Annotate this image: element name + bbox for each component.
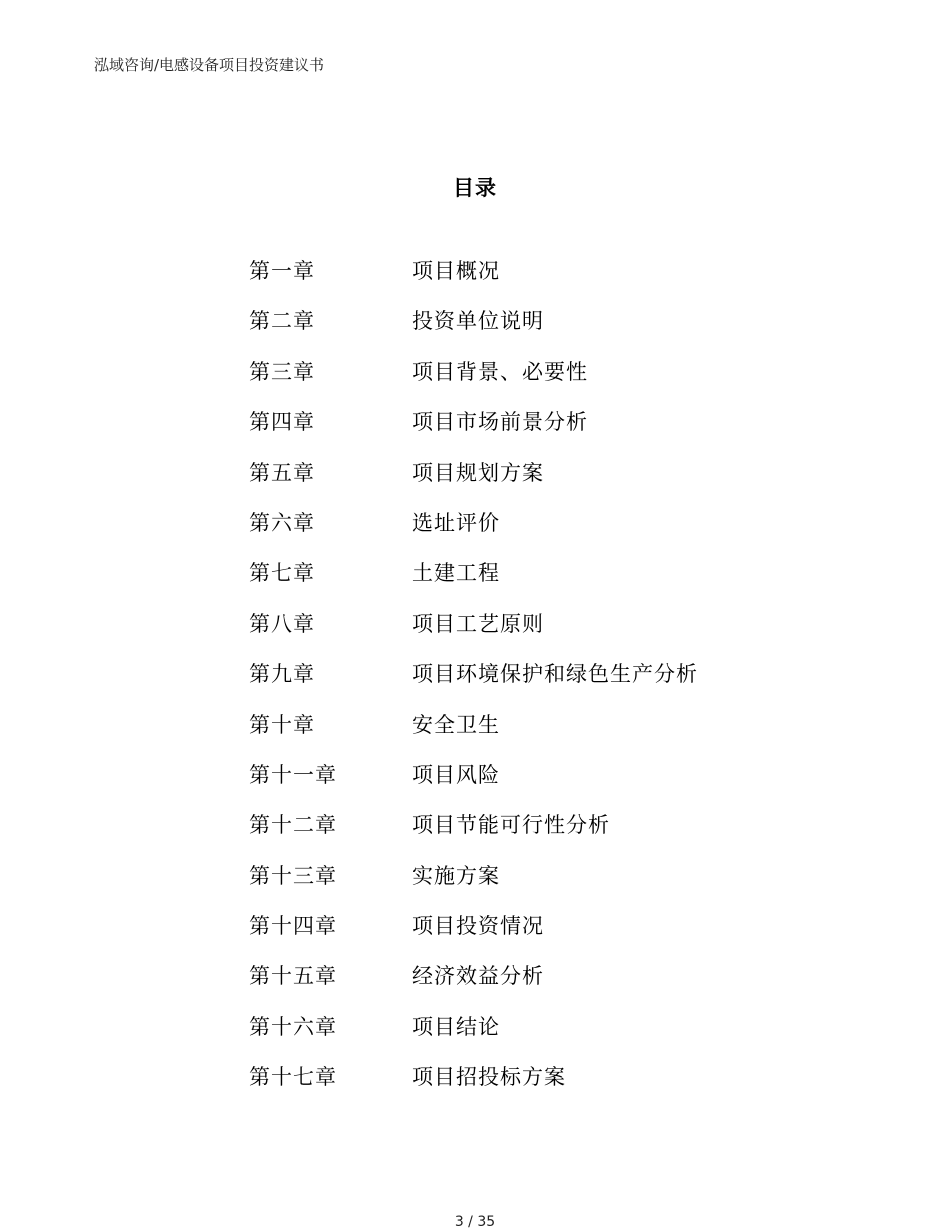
toc-chapter-title: 项目背景、必要性 [412, 359, 588, 384]
toc-chapter-number: 第四章 [249, 410, 315, 435]
toc-chapter-number: 第十二章 [249, 813, 337, 838]
table-of-contents [249, 256, 698, 1113]
toc-entry[interactable] [249, 256, 698, 306]
toc-chapter-title: 项目概况 [412, 259, 500, 283]
toc-chapter-number: 第十三章 [249, 863, 337, 888]
toc-chapter-title: 安全卫生 [412, 712, 500, 737]
toc-entry[interactable] [249, 710, 698, 760]
toc-entry[interactable] [249, 1062, 698, 1112]
toc-chapter-number: 第七章 [249, 561, 315, 586]
toc-entry[interactable] [249, 357, 698, 407]
toc-entry[interactable] [249, 1012, 698, 1062]
page-number: 3 / 35 [454, 1214, 496, 1230]
toc-entry[interactable] [249, 508, 698, 558]
document-header: 泓域咨询/电感设备项目投资建议书 [94, 56, 325, 74]
toc-chapter-number: 第三章 [249, 359, 315, 384]
toc-chapter-number: 第十一章 [249, 762, 337, 787]
toc-chapter-title: 选址评价 [412, 510, 500, 535]
toc-chapter-title: 项目招投标方案 [412, 1065, 566, 1090]
toc-chapter-number: 第一章 [249, 259, 315, 283]
toc-entry[interactable] [249, 810, 698, 860]
toc-entry[interactable] [249, 609, 698, 659]
toc-entry[interactable] [249, 861, 698, 911]
toc-chapter-number: 第二章 [249, 309, 315, 334]
toc-title: 目录 [453, 176, 497, 200]
toc-chapter-title: 项目环境保护和绿色生产分析 [412, 662, 698, 687]
toc-chapter-title: 投资单位说明 [412, 309, 544, 334]
toc-entry[interactable] [249, 306, 698, 356]
toc-chapter-title: 项目节能可行性分析 [412, 813, 610, 838]
toc-chapter-number: 第五章 [249, 460, 315, 485]
toc-chapter-title: 项目风险 [412, 762, 500, 787]
toc-chapter-title: 项目工艺原则 [412, 611, 544, 636]
toc-chapter-number: 第十四章 [249, 914, 337, 939]
toc-entry[interactable] [249, 558, 698, 608]
toc-entry[interactable] [249, 760, 698, 810]
toc-entry[interactable] [249, 911, 698, 961]
toc-chapter-title: 项目结论 [412, 1014, 500, 1039]
toc-entry[interactable] [249, 407, 698, 457]
toc-chapter-number: 第六章 [249, 510, 315, 535]
toc-entry[interactable] [249, 961, 698, 1011]
toc-chapter-number: 第九章 [249, 662, 315, 687]
toc-chapter-number: 第十七章 [249, 1065, 337, 1090]
toc-entry[interactable] [249, 659, 698, 709]
toc-chapter-title: 实施方案 [412, 863, 500, 888]
toc-chapter-title: 项目投资情况 [412, 914, 544, 939]
toc-chapter-number: 第十五章 [249, 964, 337, 989]
toc-chapter-title: 项目规划方案 [412, 460, 544, 485]
toc-chapter-number: 第十章 [249, 712, 315, 737]
toc-chapter-number: 第八章 [249, 611, 315, 636]
toc-chapter-number: 第十六章 [249, 1014, 337, 1039]
toc-chapter-title: 经济效益分析 [412, 964, 544, 989]
toc-entry[interactable] [249, 458, 698, 508]
toc-chapter-title: 土建工程 [412, 561, 500, 586]
toc-chapter-title: 项目市场前景分析 [412, 410, 588, 435]
